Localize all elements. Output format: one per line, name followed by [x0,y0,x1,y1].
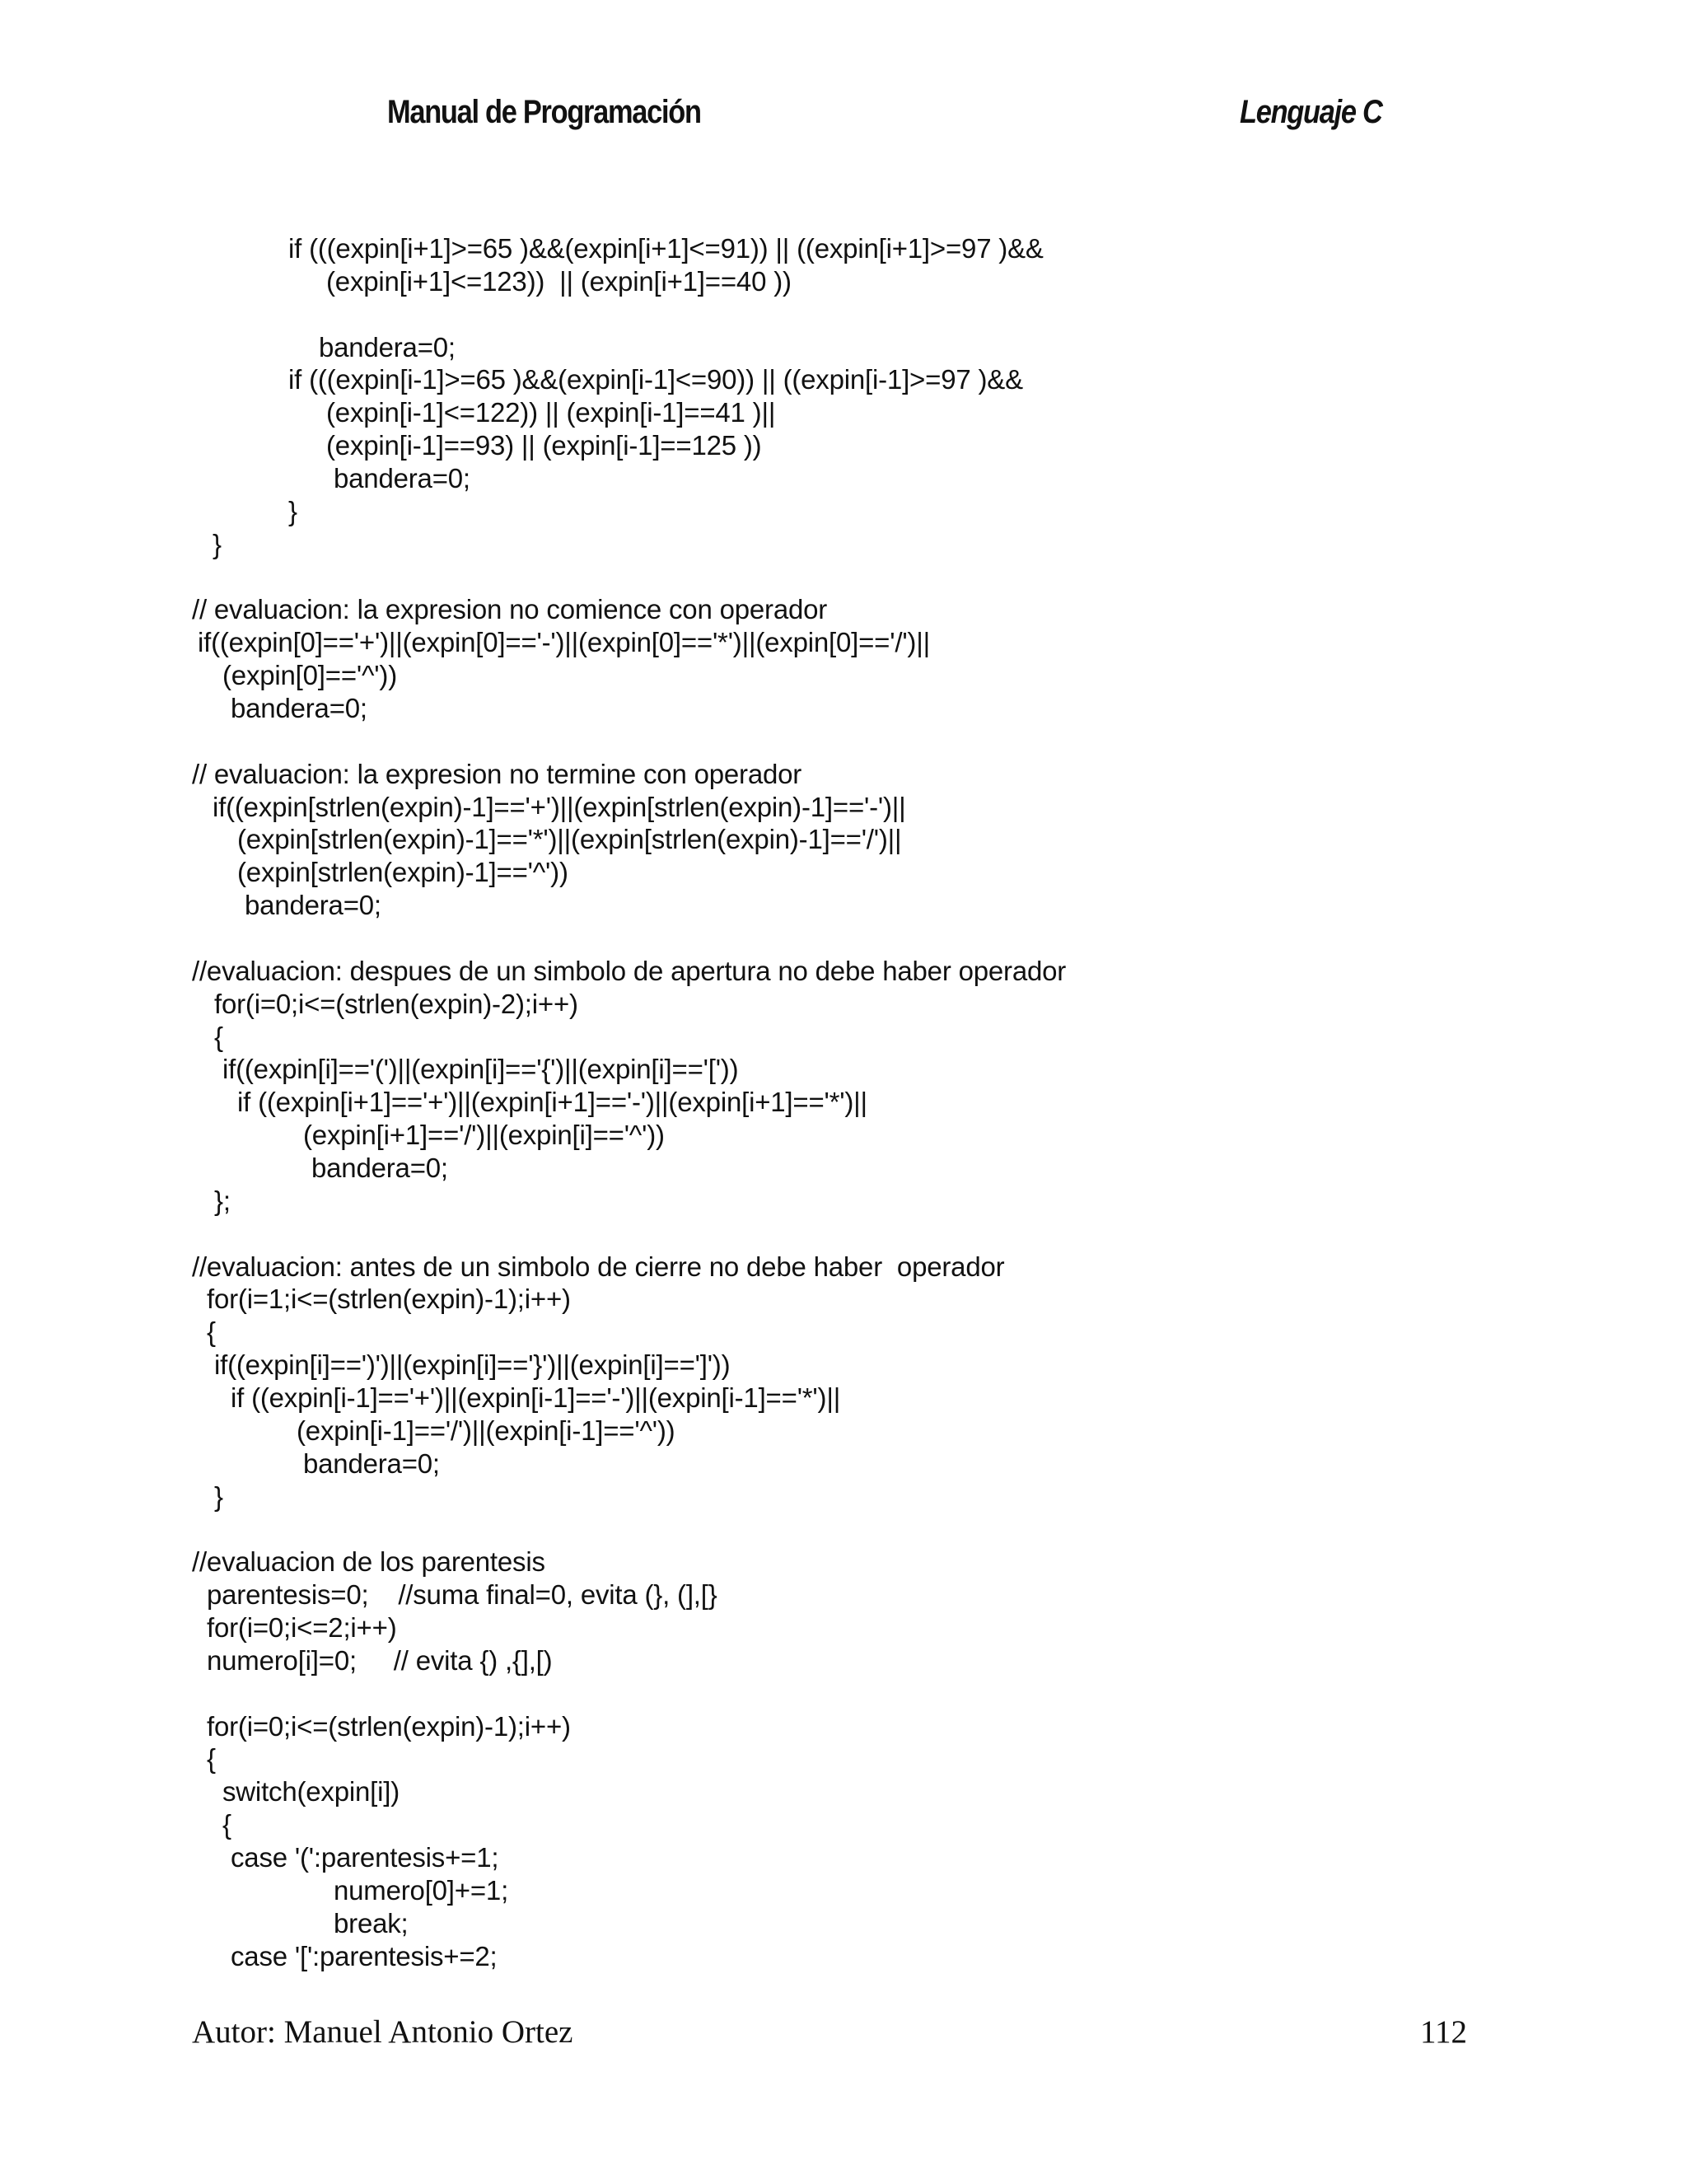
code-comment: //evaluacion de los parentesis [192,1546,545,1577]
code-line: case '[':parentesis+=2; [231,1941,498,1971]
code-line: if((expin[strlen(expin)-1]=='+')||(expin[strlen(expin)-1]=='-')|| [213,792,906,822]
code-line: { [222,1809,231,1840]
code-line: bandera=0; [334,463,470,493]
code-line: for(i=0;i<=(strlen(expin)-2);i++) [214,989,578,1019]
code-line: (expin[strlen(expin)-1]=='^')) [237,857,568,887]
code-line: numero[i]=0; // evita {) ,{],[) [207,1645,553,1676]
code-line: (expin[i-1]<=122)) || (expin[i-1]==41 )|| [326,397,776,428]
code-line: bandera=0; [311,1153,448,1183]
code-line: for(i=0;i<=(strlen(expin)-1);i++) [207,1711,571,1742]
code-comment: //evaluacion: despues de un simbolo de apertura no debe haber operador [192,956,1067,986]
code-line: bandera=0; [231,693,367,723]
code-line: case '(':parentesis+=1; [231,1842,499,1873]
code-line: } [213,529,222,559]
code-line: { [207,1743,216,1774]
code-comment: // evaluacion: la expresion no comience con operador [192,594,828,624]
code-line: numero[0]+=1; [334,1875,509,1906]
code-line: if (((expin[i+1]>=65 )&&(expin[i+1]<=91)) || ((expin[i+1]>=97 )&& [288,233,1044,264]
code-line: } [288,496,297,526]
code-line: switch(expin[i]) [222,1776,400,1807]
code-line: (expin[i+1]=='/')||(expin[i]=='^')) [303,1120,665,1150]
code-line: (expin[0]=='^')) [222,660,397,690]
code-line: if ((expin[i+1]=='+')||(expin[i+1]=='-')||(expin[i+1]=='*')|| [237,1087,867,1117]
code-line: bandera=0; [303,1448,440,1479]
code-line: if (((expin[i-1]>=65 )&&(expin[i-1]<=90)) || ((expin[i-1]>=97 )&& [288,364,1023,395]
code-line: { [214,1022,223,1052]
code-line: } [214,1481,223,1512]
code-line: }; [214,1186,231,1216]
code-line: if((expin[0]=='+')||(expin[0]=='-')||(expin[0]=='*')||(expin[0]=='/')|| [198,627,930,657]
code-line: (expin[i-1]=='/')||(expin[i-1]=='^')) [297,1415,675,1446]
code-line: break; [334,1908,409,1938]
code-line: parentesis=0; //suma final=0, evita (}, (],[} [207,1579,717,1610]
code-line: bandera=0; [245,890,381,920]
code-comment: // evaluacion: la expresion no termine con operador [192,759,802,789]
code-line: if((expin[i]==')')||(expin[i]=='}')||(expin[i]==']')) [214,1349,731,1380]
code-line: { [207,1316,216,1347]
code-line: (expin[i-1]==93) || (expin[i-1]==125 )) [326,430,762,461]
code-line: if ((expin[i-1]=='+')||(expin[i-1]=='-')||(expin[i-1]=='*')|| [231,1382,841,1413]
code-line: for(i=0;i<=2;i++) [207,1612,397,1643]
footer-author: Autor: Manuel Antonio Ortez [192,2014,573,2050]
code-line: (expin[strlen(expin)-1]=='*')||(expin[strlen(expin)-1]=='/')|| [237,824,902,854]
header-manual-title: Manual de Programación [387,94,701,130]
code-line: bandera=0; [319,332,456,362]
code-line: if((expin[i]=='(')||(expin[i]=='{')||(expin[i]=='[')) [222,1054,739,1084]
code-line: for(i=1;i<=(strlen(expin)-1);i++) [207,1284,571,1314]
code-line: (expin[i+1]<=123)) || (expin[i+1]==40 )) [326,266,792,297]
footer-page-number: 112 [1420,2014,1468,2050]
code-comment: //evaluacion: antes de un simbolo de cierre no debe haber operador [192,1251,1005,1282]
header-language-title: Lenguaje C [1240,94,1382,130]
